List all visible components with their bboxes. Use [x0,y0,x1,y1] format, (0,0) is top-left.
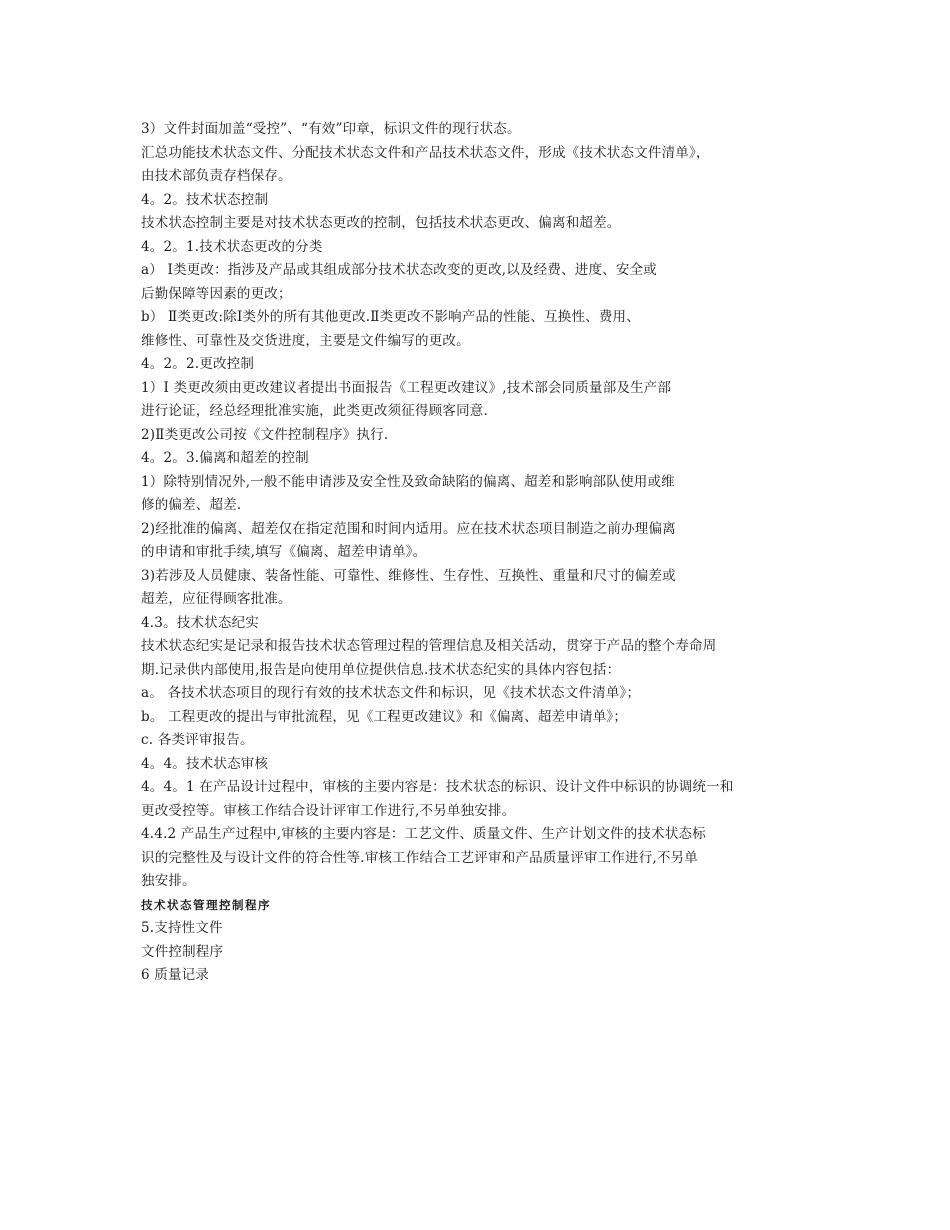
text-line: 进行论证，经总经理批准实施，此类更改须征得顾客同意. [141,403,488,419]
text-line: 维修性、可靠性及交货进度，主要是文件编写的更改。 [141,332,470,349]
section-heading: 4。2。技术状态控制 [141,191,269,208]
section-heading: 4。2。1.技术状态更改的分类 [141,238,323,255]
text-line: a） Ⅰ类更改：指涉及产品或其组成部分技术状态改变的更改,以及经费、进度、安全或 [141,262,657,278]
document-body [141,118,821,988]
section-heading: 4。2。3.偏离和超差的控制 [141,450,309,466]
text-line: 的申请和审批手续,填写《偏离、超差申请单》。 [141,544,427,560]
text-line: 技术状态控制主要是对技术状态更改的控制，包括技术状态更改、偏离和超差。 [141,215,621,231]
text-line: 期.记录供内部使用,报告是向使用单位提供信息.技术状态纪实的具体内容包括： [141,661,621,678]
text-line: b） Ⅱ类更改:除Ⅰ类外的所有其他更改.Ⅱ类更改不影响产品的性能、互换性、费用、 [141,309,640,325]
text-line: 1）Ⅰ 类更改须由更改建议者提出书面报告《工程更改建议》,技术部会同质量部及生产部 [141,379,672,396]
text-line: 汇总功能技术状态文件、分配技术状态文件和产品技术状态文件，形成《技术状态文件清单》， [141,144,710,161]
section-heading: 5.支持性文件 [141,920,223,936]
document-title-heading: 技术状态管理控制程序 [141,897,271,912]
text-line: 2)经批准的偏离、超差仅在指定范围和时间内适用。应在技术状态项目制造之前办理偏离 [141,520,676,537]
text-line: 3)若涉及人员健康、装备性能、可靠性、维修性、生存性、互换性、重量和尺寸的偏差或 [141,567,676,584]
text-line: 修的偏差、超差. [141,497,242,513]
section-heading: 4.3。技术状态纪实 [141,614,259,631]
text-line: 2)Ⅱ类更改公司按《文件控制程序》执行. [141,426,389,443]
text-line: 3）文件封面加盖“受控”、“有效”印章，标识文件的现行状态。 [141,121,521,137]
section-heading: 4。4。技术状态审核 [141,755,269,772]
text-line: 后勤保障等因素的更改； [141,285,292,302]
text-line: c. 各类评审报告。 [141,732,254,748]
text-line: 更改受控等。审核工作结合设计评审工作进行,不另单独安排。 [141,802,516,819]
text-line: 独安排。 [141,873,196,889]
text-line: a。 各技术状态项目的现行有效的技术状态文件和标识，见《技术状态文件清单》； [141,685,641,701]
text-line: 识的完整性及与设计文件的符合性等.审核工作结合工艺评审和产品质量评审工作进行,不另单 [141,849,698,866]
text-line: 4。4。1 在产品设计过程中，审核的主要内容是：技术状态的标识、设计文件中标识的协调统一和 [141,779,734,795]
text-line: 4.4.2 产品生产过程中,审核的主要内容是：工艺文件、质量文件、生产计划文件的技术状态标 [141,826,706,842]
section-heading: 4。2。2.更改控制 [141,356,255,372]
text-line: 1）除特别情况外,一般不能申请涉及安全性及致命缺陷的偏离、超差和影响部队使用或维 [141,473,675,490]
text-line: 技术状态纪实是记录和报告技术状态管理过程的管理信息及相关活动，贯穿于产品的整个寿命周 [141,638,717,654]
text-line: 由技术部负责存档保存。 [141,168,292,184]
text-line: 文件控制程序 [141,943,224,960]
text-line: b。 工程更改的提出与审批流程，见《工程更改建议》和《偏离、超差申请单》； [141,708,628,725]
section-heading: 6 质量记录 [141,967,210,983]
text-line: 超差，应征得顾客批准。 [141,591,292,607]
